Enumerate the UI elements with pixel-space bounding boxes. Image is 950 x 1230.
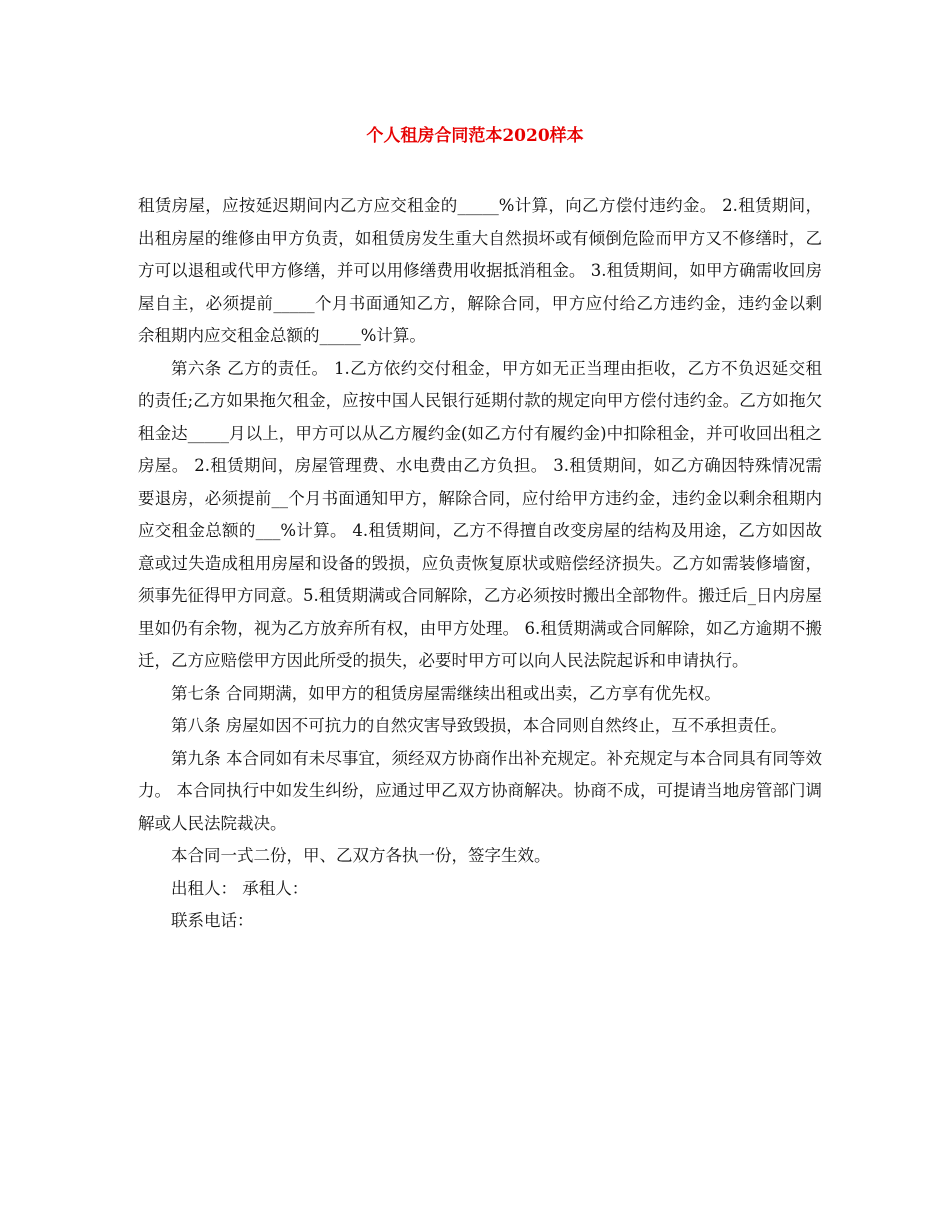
paragraph-copies: 本合同一式二份，甲、乙双方各执一份，签字生效。	[171, 846, 551, 865]
paragraph-article-6: 第六条 乙方的责任。 1.乙方依约交付租金，甲方如无正当理由拒收，乙方不负迟延交租的责任;乙方如果拖欠租金，应按中国人民银行延期付款的规定向甲方偿付违约金。乙方如拖欠租金达_____月以上，甲方可以从乙方履约金(如乙方付有履约金)中扣除租金，并可收回出租之房屋。 2.租赁期间，房屋管理费、水电费由乙方负担。 3.租赁期间，如乙方确因特殊情况需要退房，必须提前__个月书面通知甲方，解除合同，应付给甲方违约金，违约金以剩余租期内应交租金总额的___%计算。 4.租赁期间，乙方不得擅自改变房屋的结构及用途，乙方如因故意或过失造成租用房屋和设备的毁损，应负责恢复原状或赔偿经济损失。乙方如需装修墙窗，须事先征得甲方同意。5.租赁期满或合同解除，乙方必须按时搬出全部物件。搬迁后_日内房屋里如仍有余物，视为乙方放弃所有权，由甲方处理。 6.租赁期满或合同解除，如乙方逾期不搬迁，乙方应赔偿甲方因此所受的损失，必要时甲方可以向人民法院起诉和申请执行。	[138, 358, 822, 670]
paragraph-article-8: 第八条 房屋如因不可抗力的自然灾害导致毁损，本合同则自然终止，互不承担责任。	[171, 716, 787, 735]
paragraph-contact: 联系电话：	[171, 911, 254, 930]
paragraph-article-9: 第九条 本合同如有未尽事宜，须经双方协商作出补充规定。补充规定与本合同具有同等效力。 本合同执行中如发生纠纷，应通过甲乙双方协商解决。协商不成，可提请当地房管部门调解或人民法院裁决。	[138, 748, 822, 833]
document-body	[138, 190, 822, 938]
paragraph-article-7: 第七条 合同期满，如甲方的租赁房屋需继续出租或出卖，乙方享有优先权。	[171, 683, 721, 703]
paragraph-continuation: 租赁房屋，应按延迟期间内乙方应交租金的_____%计算，向乙方偿付违约金。 2.租赁期间，出租房屋的维修由甲方负责，如租赁房发生重大自然损坏或有倾倒危险而甲方又不修缮时，乙方可以退租或代甲方修缮，并可以用修缮费用收据抵消租金。 3.租赁期间，如甲方确需收回房屋自主，必须提前_____个月书面通知乙方，解除合同，甲方应付给乙方违约金，违约金以剩余租期内应交租金总额的_____%计算。	[138, 196, 822, 345]
paragraph-signatures: 出租人： 承租人：	[171, 878, 309, 898]
document-title: 个人租房合同范本2020样本	[366, 126, 584, 146]
